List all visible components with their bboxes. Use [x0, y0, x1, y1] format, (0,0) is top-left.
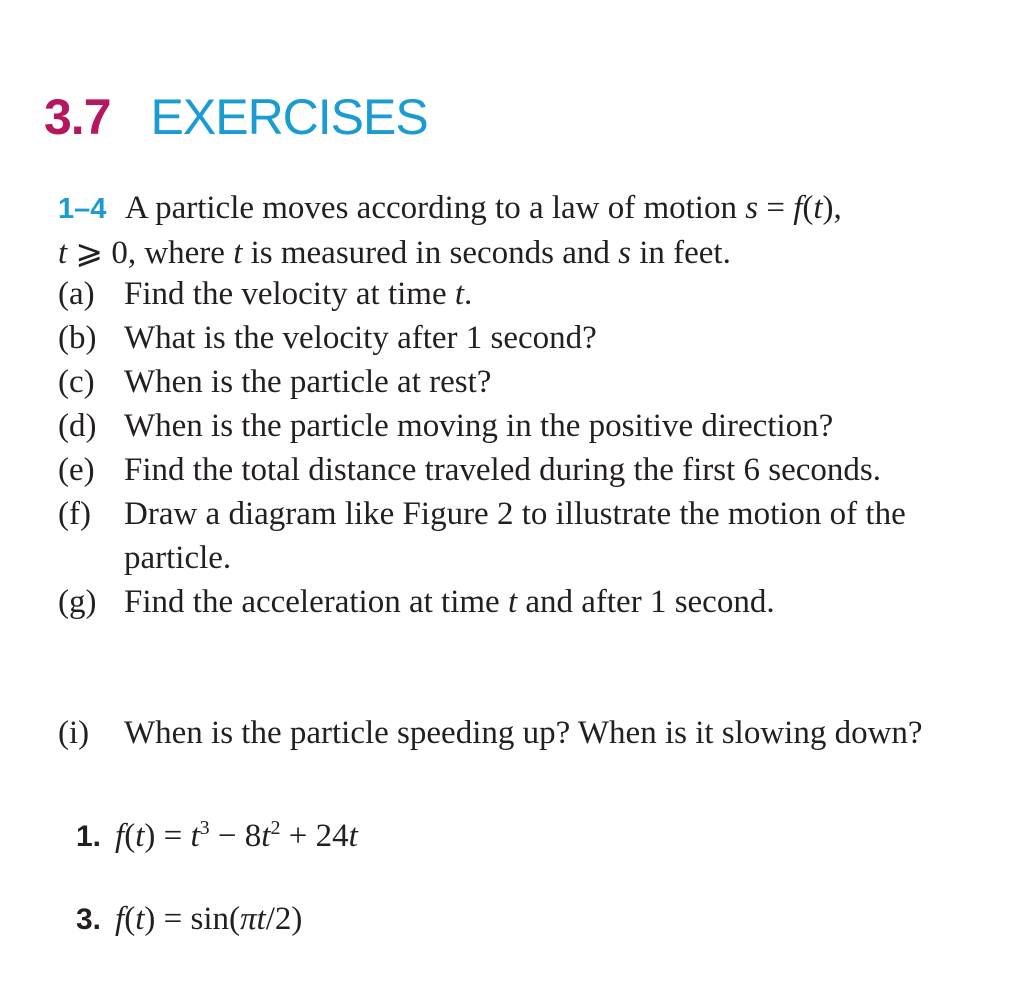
part-label: (c) [58, 364, 95, 400]
part-item [58, 272, 988, 316]
intro-text: ⩾ 0, where [67, 235, 234, 271]
section-heading [44, 89, 428, 145]
part-label: (f) [58, 496, 91, 532]
exercise-intro [58, 186, 978, 275]
part-label: (g) [58, 584, 97, 620]
exercise-parts [58, 272, 988, 755]
part-text: Draw a diagram like Figure 2 to illustrate the motion of the particle. [124, 496, 906, 576]
part-label: (i) [58, 715, 90, 751]
part-item [58, 404, 988, 448]
part-text: Find the velocity at time t. [124, 276, 473, 312]
intro-text: in feet. [630, 235, 731, 271]
part-item [58, 360, 988, 404]
part-item [58, 580, 988, 624]
section-number: 3.7 [44, 89, 111, 145]
intro-text: ( [802, 190, 814, 226]
math-var: t [813, 190, 823, 226]
part-label: (e) [58, 452, 95, 488]
part-text: When is the particle speeding up? When is it slowing down? [124, 715, 923, 751]
part-text: Find the total distance traveled during the first 6 seconds. [124, 452, 881, 488]
part-label: (d) [58, 408, 97, 444]
section-title: EXERCISES [150, 89, 428, 145]
part-label: (a) [58, 276, 95, 312]
problem-number: 3. [76, 903, 102, 936]
math-var: s [745, 190, 759, 226]
intro-text: = [758, 190, 794, 226]
intro-text: ), [822, 190, 842, 226]
part-label: (b) [58, 320, 97, 356]
part-item [58, 492, 988, 580]
part-text: What is the velocity after 1 second? [124, 320, 597, 356]
part-text: Find the acceleration at time t and after 1 second. [124, 584, 775, 620]
part-item [58, 316, 988, 360]
math-var: f [793, 190, 803, 226]
problem-formula: $f(t) = t^3 - 8t^2 + 24t$ [115, 817, 358, 854]
math-var: t [233, 235, 243, 271]
math-var: t [58, 235, 68, 271]
problem-1 [76, 806, 358, 859]
intro-text: A particle moves according to a law of motion [118, 190, 746, 226]
part-text: When is the particle moving in the positive direction? [124, 408, 834, 444]
part-item [58, 711, 988, 755]
problem-3 [76, 897, 302, 942]
problem-formula: f(t) = sin(πt/2) [115, 901, 303, 937]
math-var: s [618, 235, 631, 271]
exercise-range: 1–4 [58, 193, 107, 225]
problem-number: 1. [76, 820, 102, 853]
part-item [58, 448, 988, 492]
intro-text: is measured in seconds and [242, 235, 619, 271]
part-text: When is the particle at rest? [124, 364, 492, 400]
